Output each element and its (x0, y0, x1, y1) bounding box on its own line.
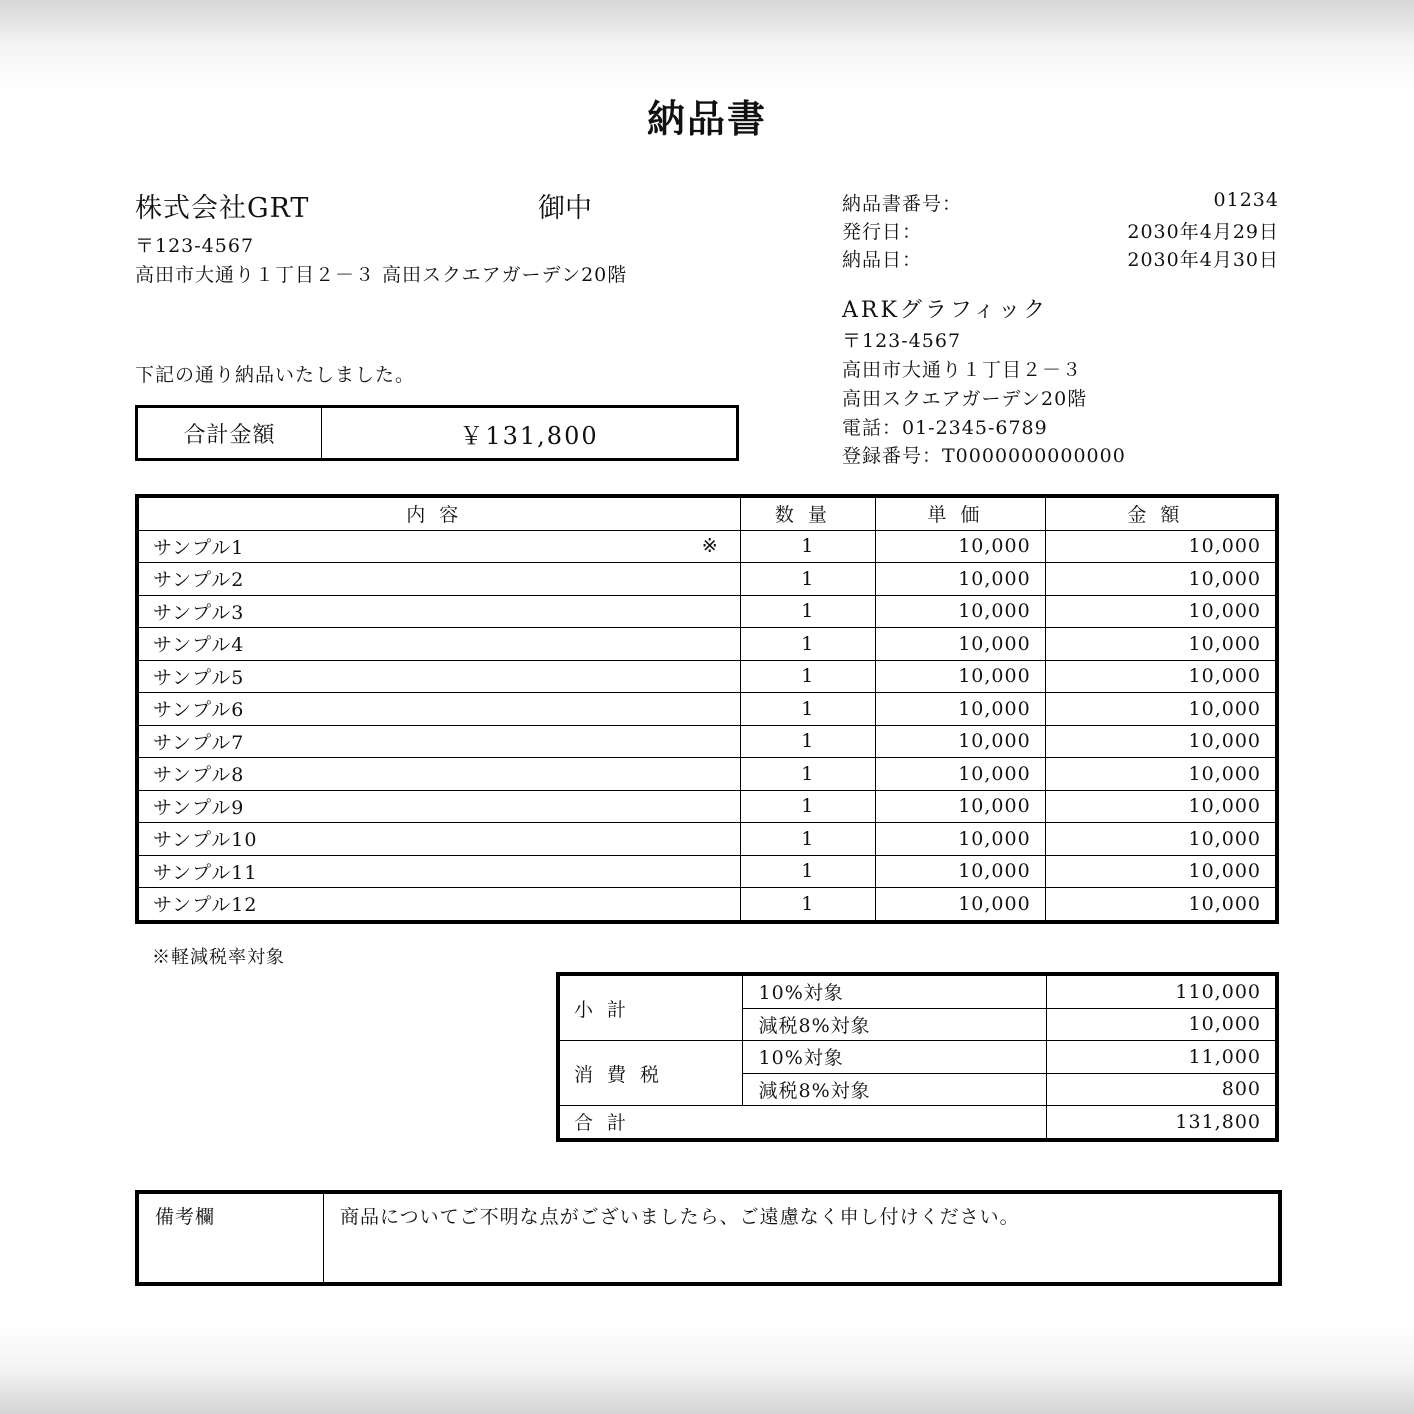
consumption-tax-label: 消費税 (558, 1041, 742, 1106)
issuer-address-line2: 高田スクエアガーデン20階 (842, 388, 1088, 410)
rate-10-label: 10%対象 (742, 1041, 1047, 1074)
subtotal-label: 小計 (558, 974, 742, 1041)
item-unit-price: 10,000 (876, 693, 1046, 726)
item-quantity: 1 (740, 725, 875, 758)
item-quantity: 1 (740, 595, 875, 628)
tax-8-value: 800 (1047, 1073, 1277, 1106)
item-amount: 10,000 (1045, 725, 1277, 758)
subtotal-8-value: 10,000 (1047, 1008, 1277, 1041)
item-description: サンプル12 (137, 888, 740, 922)
item-quantity: 1 (740, 888, 875, 922)
item-amount: 10,000 (1045, 595, 1277, 628)
item-description: サンプル2 (137, 563, 740, 596)
table-row (137, 725, 1277, 758)
item-quantity: 1 (740, 530, 875, 563)
remarks-box (135, 1190, 1282, 1286)
client-zip: 〒123-4567 (135, 235, 255, 257)
table-row (137, 758, 1277, 791)
item-amount: 10,000 (1045, 790, 1277, 823)
issuer-phone: 電話：01-2345-6789 (842, 417, 1048, 439)
item-description: サンプル10 (137, 823, 740, 856)
delivery-message: 下記の通り納品いたしました。 (135, 364, 416, 386)
reduced-tax-mark: ※ (701, 535, 718, 558)
item-amount: 10,000 (1045, 693, 1277, 726)
item-name: サンプル1 (153, 536, 245, 559)
item-unit-price: 10,000 (876, 758, 1046, 791)
item-quantity: 1 (740, 790, 875, 823)
items-header-row (137, 496, 1277, 530)
item-amount: 10,000 (1045, 660, 1277, 693)
issuer-name: ARKグラフィック (842, 298, 1049, 323)
item-description: サンプル11 (137, 855, 740, 888)
grand-total-label: 合計 (558, 1106, 1047, 1140)
item-description: サンプル9 (137, 790, 740, 823)
table-row (137, 660, 1277, 693)
item-description: サンプル4 (137, 628, 740, 661)
remarks-label: 備考欄 (139, 1194, 324, 1282)
document-title: 納品書 (646, 96, 767, 141)
issuer-address-line1: 高田市大通り１丁目２－３ (842, 359, 1083, 381)
item-quantity: 1 (740, 693, 875, 726)
item-description (137, 530, 740, 563)
total-amount-box (135, 405, 739, 461)
issuer-zip: 〒123-4567 (842, 330, 962, 352)
table-row (137, 888, 1277, 922)
header-quantity: 数量 (740, 496, 875, 530)
client-honorific: 御中 (538, 193, 592, 224)
rate-8-label: 減税8%対象 (742, 1073, 1047, 1106)
item-quantity: 1 (740, 855, 875, 888)
meta-row-delivery-date (842, 245, 1279, 272)
issuer-registration: 登録番号：T0000000000000 (842, 445, 1126, 467)
total-amount-value: ￥131,800 (459, 421, 599, 450)
summary-row (558, 1106, 1277, 1140)
table-row (137, 628, 1277, 661)
table-row (137, 530, 1277, 563)
remarks-text: 商品についてご不明な点がございましたら、ご遠慮なく申し付けください。 (340, 1206, 1020, 1228)
item-amount: 10,000 (1045, 823, 1277, 856)
item-quantity: 1 (740, 823, 875, 856)
item-quantity: 1 (740, 628, 875, 661)
header-amount: 金額 (1045, 496, 1277, 530)
table-row (137, 823, 1277, 856)
meta-label: 納品日： (842, 249, 923, 271)
item-quantity: 1 (740, 563, 875, 596)
summary-table (556, 972, 1279, 1142)
subtotal-10-value: 110,000 (1047, 974, 1277, 1008)
item-unit-price: 10,000 (876, 790, 1046, 823)
meta-value: 01234 (1213, 189, 1279, 211)
rate-8-label: 減税8%対象 (742, 1008, 1047, 1041)
item-unit-price: 10,000 (876, 563, 1046, 596)
table-row (137, 855, 1277, 888)
item-quantity: 1 (740, 660, 875, 693)
item-description: サンプル8 (137, 758, 740, 791)
item-description: サンプル3 (137, 595, 740, 628)
item-unit-price: 10,000 (876, 888, 1046, 922)
item-unit-price: 10,000 (876, 660, 1046, 693)
item-description: サンプル7 (137, 725, 740, 758)
item-amount: 10,000 (1045, 758, 1277, 791)
header-description: 内容 (137, 496, 740, 530)
items-table (135, 494, 1279, 924)
reduced-tax-footnote: ※軽減税率対象 (152, 947, 285, 968)
meta-row-issue-date (842, 217, 1279, 244)
item-description: サンプル5 (137, 660, 740, 693)
item-unit-price: 10,000 (876, 628, 1046, 661)
item-unit-price: 10,000 (876, 823, 1046, 856)
table-row (137, 563, 1277, 596)
summary-row (558, 1041, 1277, 1074)
item-amount: 10,000 (1045, 855, 1277, 888)
item-amount: 10,000 (1045, 888, 1277, 922)
meta-row-number (842, 189, 1279, 216)
item-amount: 10,000 (1045, 628, 1277, 661)
table-row (137, 790, 1277, 823)
meta-value: 2030年4月30日 (1127, 249, 1279, 271)
client-name: 株式会社GRT (135, 193, 310, 224)
item-unit-price: 10,000 (876, 855, 1046, 888)
tax-10-value: 11,000 (1047, 1041, 1277, 1074)
table-row (137, 693, 1277, 726)
meta-label: 納品書番号： (842, 193, 963, 215)
client-address: 高田市大通り１丁目２－３ 高田スクエアガーデン20階 (135, 264, 628, 286)
item-unit-price: 10,000 (876, 530, 1046, 563)
item-unit-price: 10,000 (876, 725, 1046, 758)
item-amount: 10,000 (1045, 563, 1277, 596)
item-description: サンプル6 (137, 693, 740, 726)
table-row (137, 595, 1277, 628)
item-amount: 10,000 (1045, 530, 1277, 563)
grand-total-value: 131,800 (1047, 1106, 1277, 1140)
rate-10-label: 10%対象 (742, 974, 1047, 1008)
header-unit-price: 単価 (876, 496, 1046, 530)
item-unit-price: 10,000 (876, 595, 1046, 628)
total-amount-label: 合計金額 (138, 408, 322, 458)
meta-label: 発行日： (842, 221, 923, 243)
summary-row (558, 974, 1277, 1008)
item-quantity: 1 (740, 758, 875, 791)
meta-value: 2030年4月29日 (1127, 221, 1279, 243)
